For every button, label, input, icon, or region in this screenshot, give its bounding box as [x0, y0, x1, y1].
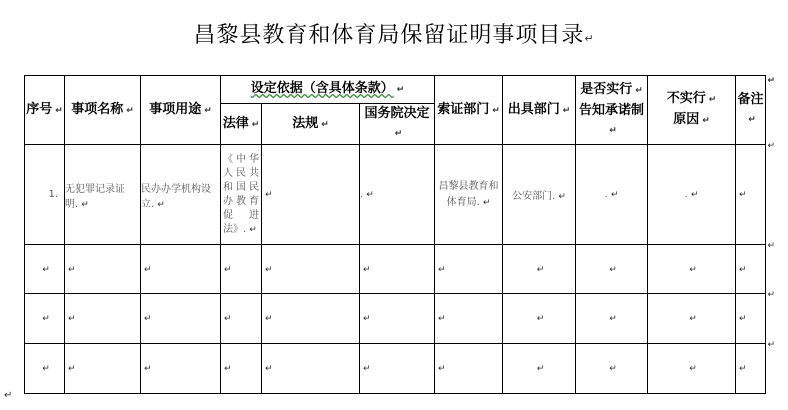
paragraph-mark-icon: ↵ [363, 314, 371, 324]
header-notify-commitment: 是否实行 ↵ 告知承诺制↵ [576, 76, 648, 145]
empty-cell [360, 245, 435, 294]
header-basis-law: 法律 ↵ [221, 104, 262, 145]
paragraph-mark-icon: ↵ [42, 264, 50, 275]
empty-cell [65, 245, 141, 294]
paragraph-mark-icon: ↵ [609, 125, 617, 136]
header-issuing-dept: 出具部门 ↵ [503, 76, 576, 145]
paragraph-mark-icon: ↵ [265, 264, 273, 275]
empty-cell [262, 344, 360, 394]
cell-notify: . ↵ [576, 145, 648, 245]
empty-cell [25, 344, 65, 394]
paragraph-mark-icon: ↵ [438, 314, 446, 324]
paragraph-mark-icon: ↵ [739, 364, 747, 374]
paragraph-mark-icon: ↵ [739, 314, 747, 324]
paragraph-mark-icon: ↵ [68, 364, 76, 374]
empty-cell [576, 294, 648, 344]
paragraph-mark-icon: ↵ [609, 314, 617, 324]
empty-cell [221, 294, 262, 344]
empty-cell [648, 294, 736, 344]
empty-cell [736, 294, 766, 344]
header-basis-state-council: 国务院决定↵ [360, 104, 435, 145]
paragraph-mark-icon: ↵ [157, 199, 165, 210]
paragraph-mark-icon: ↵ [536, 264, 545, 275]
empty-cell [576, 344, 648, 394]
cell-not-implemented: . ↵ [648, 145, 736, 245]
paragraph-mark-icon: ↵ [224, 264, 232, 275]
paragraph-mark-icon: ↵ [265, 190, 273, 200]
cell-issuing-dept: 公安部门. ↵ [503, 145, 576, 245]
paragraph-mark-icon: ↵ [536, 314, 545, 324]
paragraph-mark-icon: ↵ [396, 85, 405, 95]
paragraph-mark-icon: ↵ [610, 190, 619, 200]
paragraph-mark-icon: ↵ [562, 105, 571, 116]
paragraph-mark-icon: ↵ [438, 264, 446, 275]
paragraph-mark-icon: ↵ [609, 364, 617, 374]
cell-seq: 1. [25, 145, 65, 245]
cell-state-council: . ↵ [360, 145, 435, 245]
paragraph-mark-icon: ↵ [265, 364, 273, 374]
paragraph-mark-icon: ↵ [144, 364, 152, 374]
paragraph-mark-icon: ↵ [689, 364, 697, 374]
paragraph-mark-icon: ↵ [126, 105, 134, 116]
certification-items-table [24, 75, 766, 394]
header-seq: 序号 ↵ [25, 76, 65, 145]
paragraph-mark-icon: ↵ [584, 32, 595, 45]
table-row [25, 145, 766, 245]
paragraph-mark-icon: ↵ [204, 105, 212, 116]
paragraph-mark-icon: ↵ [144, 264, 152, 275]
paragraph-mark-icon: ↵ [635, 85, 643, 96]
empty-cell [262, 245, 360, 294]
paragraph-mark-icon: ↵ [68, 314, 76, 324]
empty-cell [503, 294, 576, 344]
empty-cell [736, 245, 766, 294]
empty-cell [25, 294, 65, 344]
paragraph-mark-icon: ↵ [321, 119, 329, 130]
paragraph-mark-icon: ↵ [363, 364, 371, 374]
paragraph-mark-icon: ↵ [55, 105, 63, 116]
paragraph-mark-icon: ↵ [438, 364, 446, 374]
paragraph-mark-icon: ↵ [265, 314, 273, 324]
empty-cell [221, 344, 262, 394]
empty-cell [141, 344, 221, 394]
table-row [25, 344, 766, 394]
paragraph-mark-icon: ↵ [224, 364, 232, 374]
paragraph-mark-icon: ↵ [4, 390, 13, 401]
empty-cell [221, 245, 262, 294]
paragraph-mark-icon: ↵ [363, 264, 371, 275]
empty-cell [65, 344, 141, 394]
empty-cell [503, 245, 576, 294]
empty-cell [262, 294, 360, 344]
empty-cell [65, 294, 141, 344]
header-remarks: 备注↵ ↵ [736, 76, 766, 145]
empty-cell [736, 344, 766, 394]
empty-cell [435, 344, 503, 394]
paragraph-mark-icon: ↵ [748, 115, 756, 125]
cell-purpose: 民办办学机构设立. ↵ [141, 145, 221, 245]
header-not-implemented-reason: 不实行 ↵ 原因 ↵ [648, 76, 736, 145]
paragraph-mark-icon: ↵ [81, 199, 89, 210]
header-requesting-dept: 索证部门 ↵ [435, 76, 503, 145]
paragraph-mark-icon: ↵ [482, 197, 491, 208]
cell-requesting-dept: 昌黎县教育和体育局. ↵ [435, 145, 503, 245]
paragraph-mark-icon: ↵ [689, 314, 697, 324]
paragraph-mark-icon: ↵ [42, 364, 50, 374]
header-basis: 设定依据（含具体条款） ↵ [221, 76, 435, 104]
paragraph-mark-icon: ↵ [690, 190, 699, 200]
empty-cell [141, 294, 221, 344]
table-row [25, 294, 766, 344]
empty-cell [360, 294, 435, 344]
paragraph-mark-icon: ↵ [689, 264, 697, 275]
cell-law: 《中华人民共和国民办教育促进法》. ↵ [221, 145, 262, 245]
paragraph-mark-icon: ↵ [739, 190, 747, 200]
paragraph-mark-icon: ↵ [702, 116, 710, 126]
paragraph-mark-icon: ↵ [708, 95, 717, 105]
paragraph-mark-icon: ↵ [251, 119, 260, 130]
paragraph-mark-icon: ↵ [558, 192, 566, 202]
empty-cell [576, 245, 648, 294]
empty-cell [503, 344, 576, 394]
empty-cell [141, 245, 221, 294]
empty-cell [648, 344, 736, 394]
paragraph-mark-icon: ↵ [144, 314, 152, 324]
header-name: 事项名称 ↵ [65, 76, 141, 145]
page-title [0, 18, 788, 49]
cell-name: 无犯罪记录证明. ↵ [65, 145, 141, 245]
empty-cell [435, 294, 503, 344]
empty-cell [435, 245, 503, 294]
title-text: 昌黎县教育和体育局保留证明事项目录 [193, 23, 585, 48]
paragraph-mark-icon: ↵ [68, 264, 76, 275]
empty-cell [648, 245, 736, 294]
paragraph-mark-icon: ↵ [366, 190, 374, 200]
paragraph-mark-icon: ↵ [739, 264, 747, 275]
paragraph-mark-icon: ↵ [249, 224, 257, 235]
header-basis-regulation: 法规 ↵ [262, 104, 360, 145]
paragraph-mark-icon: ↵ [394, 129, 403, 139]
cell-regulation [262, 145, 360, 245]
empty-cell [360, 344, 435, 394]
paragraph-mark-icon: ↵ [224, 314, 232, 324]
cell-remarks [736, 145, 766, 245]
header-row-1 [25, 76, 766, 104]
header-purpose: 事项用途 ↵ [141, 76, 221, 145]
table-row [25, 245, 766, 294]
paragraph-mark-icon: ↵ [42, 314, 50, 324]
paragraph-mark-icon: ↵ [492, 105, 500, 116]
empty-cell [25, 245, 65, 294]
paragraph-mark-icon: ↵ [609, 264, 617, 275]
paragraph-mark-icon: ↵ [536, 364, 545, 374]
